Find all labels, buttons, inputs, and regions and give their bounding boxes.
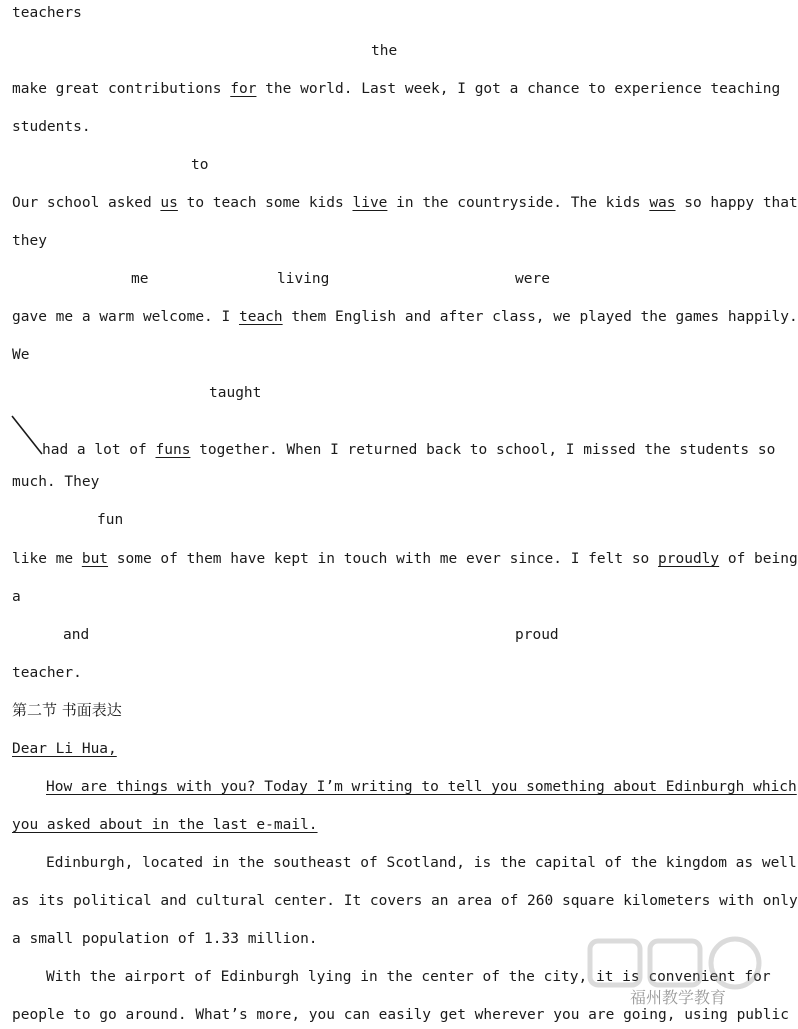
correction-mark: the (371, 43, 398, 59)
letter-line: as its political and cultural center. It covers an area of 260 square kilometers with only (12, 893, 798, 909)
passage-line: We (12, 347, 30, 363)
letter-line: Edinburgh, located in the southeast of Scotland, is the capital of the kingdom as well (46, 855, 797, 871)
error-word: live (352, 195, 388, 211)
error-word: proudly (658, 551, 720, 567)
letter-salutation: Dear Li Hua, (12, 741, 117, 757)
correction-mark: taught (209, 385, 262, 401)
passage-line: gave me a warm welcome. I teach them English and after class, we played the games happily. (12, 309, 798, 325)
letter-line: How are things with you? Today I’m writing to tell you something about Edinburgh which (46, 779, 797, 795)
passage-line: a (12, 589, 21, 605)
passage-line: had a lot of funs together. When I returned back to school, I missed the students so (42, 442, 776, 458)
letter-line: With the airport of Edinburgh lying in the center of the city, it is convenient for (46, 969, 771, 985)
passage-line: make great contributions for the world. Last week, I got a chance to experience teaching (12, 81, 781, 97)
letter-line: people to go around. What’s more, you can easily get wherever you are going, using public (12, 1007, 789, 1023)
passage-line: they (12, 233, 47, 249)
error-word: was (649, 195, 676, 211)
passage-line: students. (12, 119, 91, 135)
error-word: teach (238, 309, 283, 325)
error-word: funs (155, 442, 191, 458)
passage-line: like me but some of them have kept in touch with me ever since. I felt so proudly of being (12, 551, 798, 567)
section-heading: 第二节 书面表达 (12, 701, 122, 719)
correction-mark: were (515, 271, 550, 287)
watermark-text: 福州教学教育 (630, 988, 727, 1007)
correction-mark: to (191, 157, 209, 173)
passage-line: much. They (12, 474, 100, 490)
letter-line: a small population of 1.33 million. (12, 931, 318, 947)
correction-mark: proud (515, 627, 559, 643)
passage-line: teachers (12, 5, 82, 21)
letter-line: you asked about in the last e-mail. (12, 817, 318, 833)
error-word: us (160, 195, 178, 211)
passage-line: Our school asked us to teach some kids live in the countryside. The kids was so happy that (12, 195, 798, 211)
error-word: for (230, 81, 257, 97)
correction-mark: living (277, 271, 330, 287)
correction-mark: fun (97, 512, 124, 528)
passage-line: teacher. (12, 665, 82, 681)
error-word: but (81, 551, 109, 567)
correction-mark: and (63, 627, 90, 643)
correction-mark: me (131, 271, 149, 287)
